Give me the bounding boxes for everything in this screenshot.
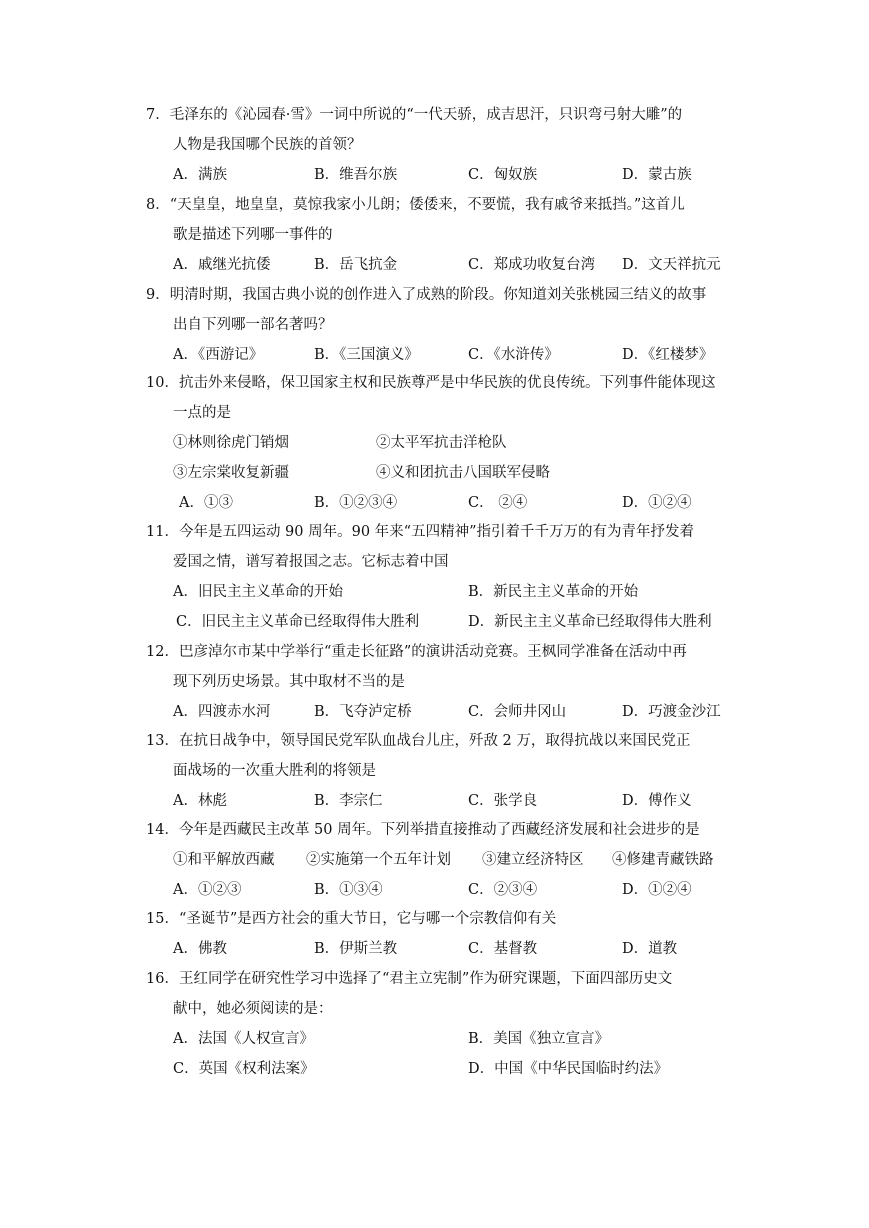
option-a[interactable]: A．《西游记》 <box>173 347 264 363</box>
option-c[interactable]: C．郑成功收复台湾 <box>468 257 596 273</box>
option-a[interactable]: A．戚继光抗倭 <box>173 257 271 273</box>
options-row <box>146 250 746 280</box>
statement-item: ②太平军抗击洋枪队 <box>376 435 507 451</box>
options-row <box>146 875 746 905</box>
question-stem: 16．王红同学在研究性学习中选择了“君主立宪制”作为研究课题，下面四部历史文 <box>146 971 673 987</box>
options-row <box>146 340 746 370</box>
options-row <box>146 488 746 518</box>
option-d[interactable]: D．巧渡金沙江 <box>622 704 721 720</box>
option-b[interactable]: B．①③④ <box>314 882 383 898</box>
question-stem: 11．今年是五四运动 90 周年。90 年来“五四精神”指引着千千万万的有为青年抒发着 <box>146 524 695 540</box>
statement-item: ②实施第一个五年计划 <box>306 852 451 868</box>
option-d[interactable]: D．《红楼梦》 <box>622 347 714 363</box>
question-stem: 13．在抗日战争中，领导国民党军队血战台儿庄，歼敌 2 万，取得抗战以来国民党正 <box>146 733 691 749</box>
option-d[interactable]: D．蒙古族 <box>622 167 692 183</box>
statement-item: ③左宗棠收复新疆 <box>173 465 289 481</box>
option-a[interactable]: A．满族 <box>173 167 227 183</box>
statement-row <box>146 845 746 875</box>
question-stem: 爱国之情，谱写着报国之志。它标志着中国 <box>173 554 449 570</box>
question-stem: 歌是描述下列哪一事件的 <box>173 227 333 243</box>
option-b[interactable]: B．①②③④ <box>314 495 398 511</box>
options-row <box>146 607 746 637</box>
option-c[interactable]: C．英国《权利法案》 <box>173 1061 315 1077</box>
question-8 <box>146 190 746 280</box>
question-stem: 现下列历史场景。其中取材不当的是 <box>173 674 405 690</box>
question-stem: 7．毛泽东的《沁园春·雪》一词中所说的“一代天骄，成吉思汗，只识弯弓射大雕”的 <box>146 107 683 123</box>
question-stem: 9．明清时期，我国古典小说的创作进入了成熟的阶段。你知道刘关张桃园三结义的故事 <box>146 287 707 303</box>
option-c[interactable]: C．基督教 <box>468 941 538 957</box>
option-c[interactable]: C．②③④ <box>468 882 538 898</box>
option-d[interactable]: D．傅作义 <box>622 793 692 809</box>
question-15 <box>146 904 746 964</box>
question-stem: 出自下列哪一部名著吗？ <box>173 317 333 333</box>
statement-item: ④修建青藏铁路 <box>612 852 714 868</box>
question-14 <box>146 815 746 905</box>
statement-row <box>146 428 746 458</box>
option-d[interactable]: D．道教 <box>622 941 678 957</box>
option-d[interactable]: D．①②④ <box>622 882 692 898</box>
option-d[interactable]: D．①②④ <box>622 495 692 511</box>
statement-item: ④义和团抗击八国联军侵略 <box>376 465 550 481</box>
option-c[interactable]: C．会师井冈山 <box>468 704 567 720</box>
option-b[interactable]: B．岳飞抗金 <box>314 257 398 273</box>
question-stem: 一点的是 <box>173 405 231 421</box>
option-b[interactable]: B．飞夺泸定桥 <box>314 704 412 720</box>
options-row <box>146 786 746 816</box>
question-11 <box>146 517 746 637</box>
statement-item: ③建立经济特区 <box>482 852 584 868</box>
question-12 <box>146 637 746 727</box>
question-stem: 15．“圣诞节”是西方社会的重大节日，它与哪一个宗教信仰有关 <box>146 911 557 927</box>
question-stem: 面战场的一次重大胜利的将领是 <box>173 763 376 779</box>
option-b[interactable]: B．新民主主义革命的开始 <box>468 584 639 600</box>
question-stem: 8．“天皇皇，地皇皇，莫惊我家小儿朗；倭倭来，不要慌，我有戚爷来抵挡。”这首儿 <box>146 197 685 213</box>
options-row <box>146 1054 746 1084</box>
option-c[interactable]: C．张学良 <box>468 793 538 809</box>
question-13 <box>146 726 746 816</box>
question-stem: 献中，她必须阅读的是： <box>173 1001 333 1017</box>
question-16 <box>146 964 746 1084</box>
option-a[interactable]: A．①③ <box>179 495 233 511</box>
options-row <box>146 934 746 964</box>
option-d[interactable]: D．新民主主义革命已经取得伟大胜利 <box>468 614 712 630</box>
question-stem: 人物是我国哪个民族的首领？ <box>173 137 362 153</box>
question-stem: 12．巴彦淖尔市某中学举行“重走长征路”的演讲活动竞赛。王枫同学准备在活动中再 <box>146 644 687 660</box>
option-c[interactable]: C．旧民主主义革命已经取得伟大胜利 <box>176 614 420 630</box>
option-b[interactable]: B．伊斯兰教 <box>314 941 398 957</box>
question-10 <box>146 368 746 518</box>
option-c[interactable]: C． ②④ <box>468 495 528 511</box>
options-row <box>146 577 746 607</box>
options-row <box>146 1024 746 1054</box>
option-a[interactable]: A．①②③ <box>173 882 242 898</box>
options-row <box>146 160 746 190</box>
option-d[interactable]: D．中国《中华民国临时约法》 <box>468 1061 669 1077</box>
question-7 <box>146 100 746 190</box>
statement-row <box>146 458 746 488</box>
option-b[interactable]: B．李宗仁 <box>314 793 383 809</box>
option-a[interactable]: A．旧民主主义革命的开始 <box>173 584 343 600</box>
option-c[interactable]: C．《水浒传》 <box>468 347 559 363</box>
option-d[interactable]: D．文天祥抗元 <box>622 257 721 273</box>
option-b[interactable]: B．《三国演义》 <box>314 347 419 363</box>
option-b[interactable]: B．维吾尔族 <box>314 167 398 183</box>
question-stem: 14．今年是西藏民主改革 50 周年。下列举措直接推动了西藏经济发展和社会进步的是 <box>146 822 700 838</box>
statement-item: ①林则徐虎门销烟 <box>173 435 289 451</box>
question-stem: 10．抗击外来侵略，保卫国家主权和民族尊严是中华民族的优良传统。下列事件能体现这 <box>146 375 716 391</box>
question-9 <box>146 280 746 370</box>
option-a[interactable]: A．四渡赤水河 <box>173 704 271 720</box>
statement-item: ①和平解放西藏 <box>173 852 275 868</box>
option-a[interactable]: A．林彪 <box>173 793 227 809</box>
options-row <box>146 697 746 727</box>
option-c[interactable]: C．匈奴族 <box>468 167 538 183</box>
option-a[interactable]: A．法国《人权宣言》 <box>173 1031 314 1047</box>
option-a[interactable]: A．佛教 <box>173 941 227 957</box>
option-b[interactable]: B．美国《独立宣言》 <box>468 1031 610 1047</box>
